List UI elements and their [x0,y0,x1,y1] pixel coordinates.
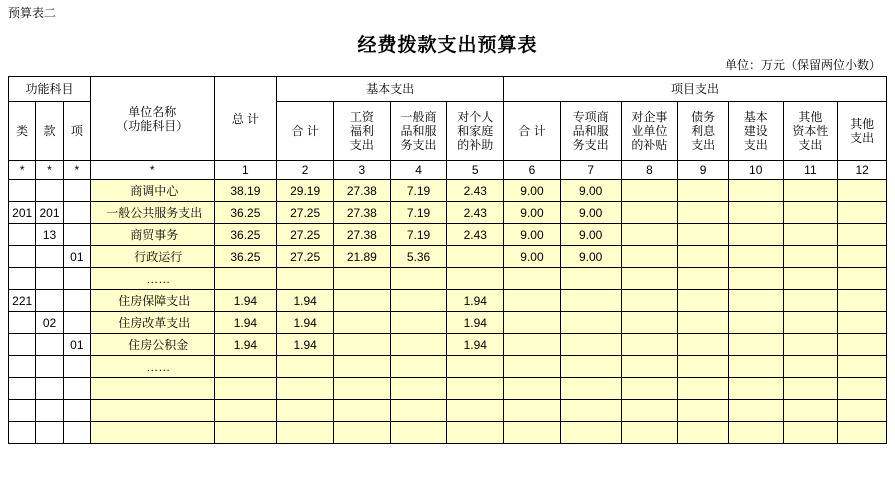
cell-goods-services [390,356,447,378]
header-unit-name-line2: （功能科目） [116,118,189,133]
budget-table [8,76,887,444]
cell-unit-name: 住房保障支出 [90,290,214,312]
cell-basic-total: 29.19 [277,180,334,202]
colnum-13: 10 [728,161,783,180]
header-total: 总 计 [214,77,277,161]
cell-basic-total: 1.94 [277,290,334,312]
cell-unit-name [90,378,214,400]
cell-capital-construction [728,246,783,268]
cell-unit-name [90,422,214,444]
colnum-12: 9 [678,161,729,180]
cell-special-goods-services [560,312,621,334]
cell-capital-construction [728,356,783,378]
cell-project-total [504,290,561,312]
table-row[interactable] [9,312,887,334]
cell-goods-services [390,400,447,422]
cell-other [838,356,887,378]
cell-salary-welfare: 27.38 [333,180,390,202]
cell-other [838,422,887,444]
cell-personal-family-subsidy: 1.94 [447,334,504,356]
cell-lei: 201 [9,202,36,224]
cell-kuan: 13 [36,224,63,246]
colnum-9: 6 [504,161,561,180]
cell-project-total [504,268,561,290]
cell-other [838,246,887,268]
header-kuan: 款 [36,102,63,161]
cell-enterprise-subsidy [621,334,678,356]
cell-special-goods-services [560,356,621,378]
header-other-capital: 其他 资本性 支出 [783,102,838,161]
cell-project-total: 9.00 [504,202,561,224]
cell-kuan: 02 [36,312,63,334]
cell-unit-name: …… [90,268,214,290]
table-header-row-1 [9,77,887,102]
colnum-5: 2 [277,161,334,180]
cell-project-total [504,422,561,444]
cell-special-goods-services: 9.00 [560,202,621,224]
colnum-8: 5 [447,161,504,180]
header-lei: 类 [9,102,36,161]
cell-unit-name: 商调中心 [90,180,214,202]
table-row[interactable] [9,400,887,422]
cell-special-goods-services [560,290,621,312]
cell-special-goods-services [560,334,621,356]
cell-capital-construction [728,202,783,224]
header-personal-family-subsidy: 对个人 和家庭 的补助 [447,102,504,161]
cell-goods-services: 7.19 [390,202,447,224]
cell-project-total: 9.00 [504,224,561,246]
cell-enterprise-subsidy [621,378,678,400]
cell-other-capital [783,312,838,334]
cell-special-goods-services: 9.00 [560,224,621,246]
cell-personal-family-subsidy [447,378,504,400]
cell-salary-welfare: 27.38 [333,202,390,224]
cell-enterprise-subsidy [621,400,678,422]
cell-unit-name: 商贸事务 [90,224,214,246]
cell-enterprise-subsidy [621,268,678,290]
cell-personal-family-subsidy: 2.43 [447,224,504,246]
cell-salary-welfare [333,290,390,312]
cell-other [838,400,887,422]
cell-capital-construction [728,422,783,444]
cell-kuan [36,378,63,400]
cell-other-capital [783,202,838,224]
cell-personal-family-subsidy: 1.94 [447,312,504,334]
header-other: 其他 支出 [838,102,887,161]
cell-goods-services: 7.19 [390,224,447,246]
cell-other [838,334,887,356]
cell-xiang [63,202,90,224]
cell-personal-family-subsidy [447,246,504,268]
cell-enterprise-subsidy [621,356,678,378]
header-project-expenditure: 项目支出 [504,77,887,102]
cell-goods-services [390,378,447,400]
cell-capital-construction [728,224,783,246]
cell-basic-total: 27.25 [277,246,334,268]
table-row[interactable] [9,356,887,378]
cell-special-goods-services [560,268,621,290]
cell-xiang: 01 [63,246,90,268]
cell-lei: 221 [9,290,36,312]
cell-salary-welfare: 21.89 [333,246,390,268]
cell-other-capital [783,224,838,246]
cell-salary-welfare [333,422,390,444]
cell-kuan [36,422,63,444]
cell-other-capital [783,334,838,356]
cell-goods-services [390,312,447,334]
cell-capital-construction [728,180,783,202]
cell-xiang: 01 [63,334,90,356]
cell-lei [9,334,36,356]
cell-xiang [63,268,90,290]
cell-lei [9,400,36,422]
header-debt-interest: 债务 利息 支出 [678,102,729,161]
header-xiang: 项 [63,102,90,161]
cell-xiang [63,312,90,334]
cell-debt-interest [678,356,729,378]
cell-basic-total [277,268,334,290]
cell-kuan [36,356,63,378]
cell-debt-interest [678,180,729,202]
cell-goods-services [390,290,447,312]
cell-debt-interest [678,400,729,422]
cell-lei [9,224,36,246]
cell-xiang [63,356,90,378]
header-enterprise-subsidy: 对企事 业单位 的补贴 [621,102,678,161]
colnum-14: 11 [783,161,838,180]
cell-special-goods-services [560,400,621,422]
cell-goods-services: 7.19 [390,180,447,202]
cell-basic-total: 1.94 [277,312,334,334]
cell-kuan [36,400,63,422]
cell-personal-family-subsidy: 2.43 [447,202,504,224]
colnum-1: * [36,161,63,180]
colnum-0: * [9,161,36,180]
cell-project-total: 9.00 [504,246,561,268]
cell-debt-interest [678,202,729,224]
cell-lei [9,268,36,290]
cell-total [214,400,277,422]
cell-enterprise-subsidy [621,180,678,202]
cell-goods-services: 5.36 [390,246,447,268]
table-row[interactable] [9,202,887,224]
table-row[interactable] [9,378,887,400]
cell-enterprise-subsidy [621,312,678,334]
cell-project-total [504,356,561,378]
cell-salary-welfare [333,334,390,356]
cell-basic-total [277,422,334,444]
cell-kuan: 201 [36,202,63,224]
cell-total: 1.94 [214,290,277,312]
header-salary-welfare: 工资 福利 支出 [333,102,390,161]
cell-project-total [504,312,561,334]
cell-debt-interest [678,422,729,444]
cell-other-capital [783,400,838,422]
cell-other [838,312,887,334]
cell-lei [9,422,36,444]
cell-personal-family-subsidy [447,422,504,444]
cell-capital-construction [728,334,783,356]
cell-project-total: 9.00 [504,180,561,202]
cell-enterprise-subsidy [621,290,678,312]
cell-other [838,224,887,246]
cell-xiang [63,400,90,422]
cell-lei [9,246,36,268]
cell-debt-interest [678,246,729,268]
cell-unit-name: …… [90,356,214,378]
cell-total [214,378,277,400]
cell-unit-name [90,400,214,422]
cell-debt-interest [678,378,729,400]
cell-lei [9,180,36,202]
cell-salary-welfare [333,378,390,400]
colnum-10: 7 [560,161,621,180]
cell-other [838,202,887,224]
cell-other-capital [783,356,838,378]
cell-total: 36.25 [214,224,277,246]
cell-kuan [36,180,63,202]
header-function-subject: 功能科目 [9,77,91,102]
cell-enterprise-subsidy [621,422,678,444]
colnum-7: 4 [390,161,447,180]
cell-other-capital [783,180,838,202]
header-unit-name-line1: 单位名称 [128,104,177,119]
cell-other [838,268,887,290]
table-row[interactable] [9,290,887,312]
cell-goods-services [390,422,447,444]
header-basic-expenditure: 基本支出 [277,77,504,102]
cell-total [214,268,277,290]
cell-salary-welfare [333,356,390,378]
cell-unit-name: 行政运行 [90,246,214,268]
unit-note: 单位：万元（保留两位小数） [724,58,881,72]
cell-kuan [36,334,63,356]
cell-capital-construction [728,290,783,312]
cell-salary-welfare [333,268,390,290]
cell-enterprise-subsidy [621,246,678,268]
cell-xiang [63,224,90,246]
cell-enterprise-subsidy [621,224,678,246]
colnum-3: * [90,161,214,180]
cell-project-total [504,378,561,400]
cell-special-goods-services: 9.00 [560,246,621,268]
cell-unit-name: 住房改革支出 [90,312,214,334]
cell-basic-total: 27.25 [277,224,334,246]
header-project-total: 合 计 [504,102,561,161]
cell-personal-family-subsidy: 2.43 [447,180,504,202]
cell-goods-services [390,334,447,356]
cell-kuan [36,246,63,268]
column-number-row [9,161,887,180]
cell-lei [9,356,36,378]
cell-special-goods-services [560,422,621,444]
cell-salary-welfare: 27.38 [333,224,390,246]
cell-debt-interest [678,290,729,312]
colnum-2: * [63,161,90,180]
header-unit-name [90,77,214,161]
cell-special-goods-services: 9.00 [560,180,621,202]
cell-kuan [36,268,63,290]
colnum-15: 12 [838,161,887,180]
cell-basic-total: 1.94 [277,334,334,356]
cell-enterprise-subsidy [621,202,678,224]
colnum-11: 8 [621,161,678,180]
cell-other-capital [783,378,838,400]
cell-capital-construction [728,268,783,290]
cell-debt-interest [678,312,729,334]
cell-other [838,180,887,202]
cell-total: 38.19 [214,180,277,202]
cell-capital-construction [728,312,783,334]
cell-lei [9,378,36,400]
cell-lei [9,312,36,334]
cell-other-capital [783,422,838,444]
cell-personal-family-subsidy [447,268,504,290]
cell-xiang [63,422,90,444]
cell-debt-interest [678,268,729,290]
cell-project-total [504,334,561,356]
table-row[interactable] [9,422,887,444]
cell-salary-welfare [333,400,390,422]
cell-total: 1.94 [214,334,277,356]
cell-basic-total: 27.25 [277,202,334,224]
page-title: 经费拨款支出预算表 [357,35,538,56]
cell-personal-family-subsidy [447,400,504,422]
cell-total [214,422,277,444]
cell-basic-total [277,356,334,378]
cell-project-total [504,400,561,422]
cell-other-capital [783,246,838,268]
cell-other [838,378,887,400]
header-basic-total: 合 计 [277,102,334,161]
cell-debt-interest [678,224,729,246]
cell-goods-services [390,268,447,290]
table-row[interactable] [9,268,887,290]
cell-xiang [63,180,90,202]
table-body [9,180,887,444]
colnum-4: 1 [214,161,277,180]
table-row[interactable] [9,334,887,356]
cell-basic-total [277,400,334,422]
cell-personal-family-subsidy [447,356,504,378]
header-goods-services: 一般商 品和服 务支出 [390,102,447,161]
table-row[interactable] [9,224,887,246]
cell-xiang [63,378,90,400]
cell-special-goods-services [560,378,621,400]
form-label: 预算表二 [8,6,57,20]
cell-total: 36.25 [214,202,277,224]
table-row[interactable] [9,246,887,268]
cell-kuan [36,290,63,312]
table-row[interactable] [9,180,887,202]
cell-other-capital [783,268,838,290]
cell-debt-interest [678,334,729,356]
header-special-goods-services: 专项商 品和服 务支出 [560,102,621,161]
cell-total: 1.94 [214,312,277,334]
cell-total: 36.25 [214,246,277,268]
cell-other-capital [783,290,838,312]
cell-personal-family-subsidy: 1.94 [447,290,504,312]
cell-basic-total [277,378,334,400]
cell-unit-name: 一般公共服务支出 [90,202,214,224]
cell-unit-name: 住房公积金 [90,334,214,356]
cell-capital-construction [728,400,783,422]
cell-xiang [63,290,90,312]
cell-other [838,290,887,312]
cell-capital-construction [728,378,783,400]
colnum-6: 3 [333,161,390,180]
cell-salary-welfare [333,312,390,334]
header-capital-construction: 基本 建设 支出 [728,102,783,161]
cell-total [214,356,277,378]
